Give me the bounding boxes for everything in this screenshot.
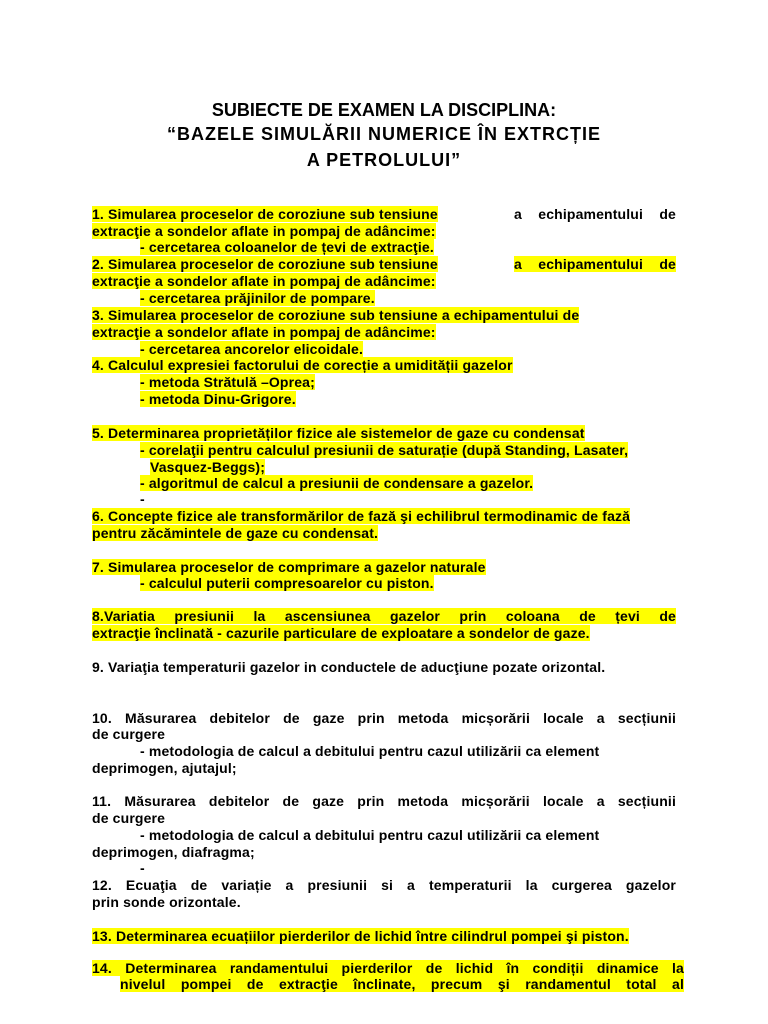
- item-10-line-e: deprimogen, ajutajul;: [92, 760, 237, 776]
- item-5-line-g: -: [140, 491, 145, 507]
- item-3-line-c: extracţie a sondelor aflate in pompaj de adâncime:: [92, 324, 436, 340]
- item-4-line-d: - metoda Strătulă –Oprea;: [140, 374, 315, 390]
- item-10-line-a: 10. Măsurarea debitelor de gaze prin metoda micșorării locale a secțiunii: [92, 710, 676, 726]
- document-title-line-2: “BAZELE SIMULĂRII NUMERICE ÎN EXTRCȚIE: [166, 124, 601, 144]
- item-3-line-a: 3. Simularea proceselor de coroziune sub tensiune a echipamentului de: [92, 307, 580, 323]
- item-13-line-a: 13. Determinarea ecuațiilor pierderilor de lichid între cilindrul pompei şi piston.: [92, 928, 629, 944]
- item-6-line-c: pentru zăcămintele de gaze cu condensat.: [92, 525, 379, 541]
- item-11-line-c: de curgere: [92, 810, 166, 826]
- item-10-line-d: - metodologia de calcul a debitului pentru cazul utilizării ca element: [140, 743, 600, 759]
- item-11-line-g: -: [140, 860, 145, 876]
- item-8-line-a: 8.Variatia presiunii la ascensiunea gazelor prin coloana de țevi de: [92, 608, 676, 624]
- item-14-line-a: 14. Determinarea randamentului pierderilor de lichid în condiții dinamice la: [92, 960, 684, 976]
- item-8-line-c: extracţie înclinată - cazurile particulare de exploatare a sondelor de gaze.: [92, 625, 590, 641]
- item-1-line-d: - cercetarea coloanelor de țevi de extracţie.: [140, 239, 434, 255]
- item-1-line-a: 1. Simularea proceselor de coroziune sub tensiune: [92, 206, 438, 222]
- item-7-line-a: 7. Simularea proceselor de comprimare a gazelor naturale: [92, 559, 486, 575]
- item-10-line-c: de curgere: [92, 726, 166, 742]
- item-2-line-c: extracţie a sondelor aflate in pompaj de adâncime:: [92, 273, 436, 289]
- item-11-line-d: - metodologia de calcul a debitului pentru cazul utilizării ca element: [140, 827, 600, 843]
- item-2-line-a: 2. Simularea proceselor de coroziune sub tensiune: [92, 256, 438, 272]
- item-14-line-c: nivelul pompei de extracţie înclinate, precum şi randamentul total al: [120, 976, 684, 992]
- item-2-line-b: a echipamentului de: [514, 256, 676, 272]
- item-9-line-a: 9. Variaţia temperaturii gazelor in conductele de aducţiune pozate orizontal.: [92, 659, 606, 675]
- item-6-line-a: 6. Concepte fizice ale transformărilor de fază şi echilibrul termodinamic de fază: [92, 508, 631, 524]
- item-5-line-e: Vasquez-Beggs);: [150, 459, 266, 475]
- item-5-line-a: 5. Determinarea proprietăților fizice ale sistemelor de gaze cu condensat: [92, 425, 585, 441]
- item-5-line-f: - algoritmul de calcul a presiunii de condensare a gazelor.: [140, 475, 534, 491]
- item-4-line-e: - metoda Dinu-Grigore.: [140, 391, 296, 407]
- document-title-line-3: A PETROLULUI”: [306, 150, 462, 170]
- item-1-line-b: a echipamentului de: [514, 206, 676, 222]
- item-2-line-d: - cercetarea prăjinilor de pompare.: [140, 290, 375, 306]
- item-11-line-a: 11. Măsurarea debitelor de gaze prin metoda micșorării locale a secțiunii: [92, 793, 676, 809]
- item-4-line-a: 4. Calculul expresiei factorului de corecție a umidității gazelor: [92, 357, 513, 373]
- item-1-line-c: extracţie a sondelor aflate in pompaj de adâncime:: [92, 223, 436, 239]
- item-3-line-d: - cercetarea ancorelor elicoidale.: [140, 341, 363, 357]
- item-12-line-a: 12. Ecuaţia de variație a presiunii si a temperaturii la curgerea gazelor: [92, 877, 676, 893]
- item-5-line-d: - corelaţii pentru calculul presiunii de saturație (după Standing, Lasater,: [140, 442, 629, 458]
- document-title-line-1: SUBIECTE DE EXAMEN LA DISCIPLINA:: [211, 100, 557, 120]
- item-7-line-d: - calculul puterii compresoarelor cu piston.: [140, 575, 434, 591]
- item-12-line-c: prin sonde orizontale.: [92, 894, 241, 910]
- item-11-line-e: deprimogen, diafragma;: [92, 844, 255, 860]
